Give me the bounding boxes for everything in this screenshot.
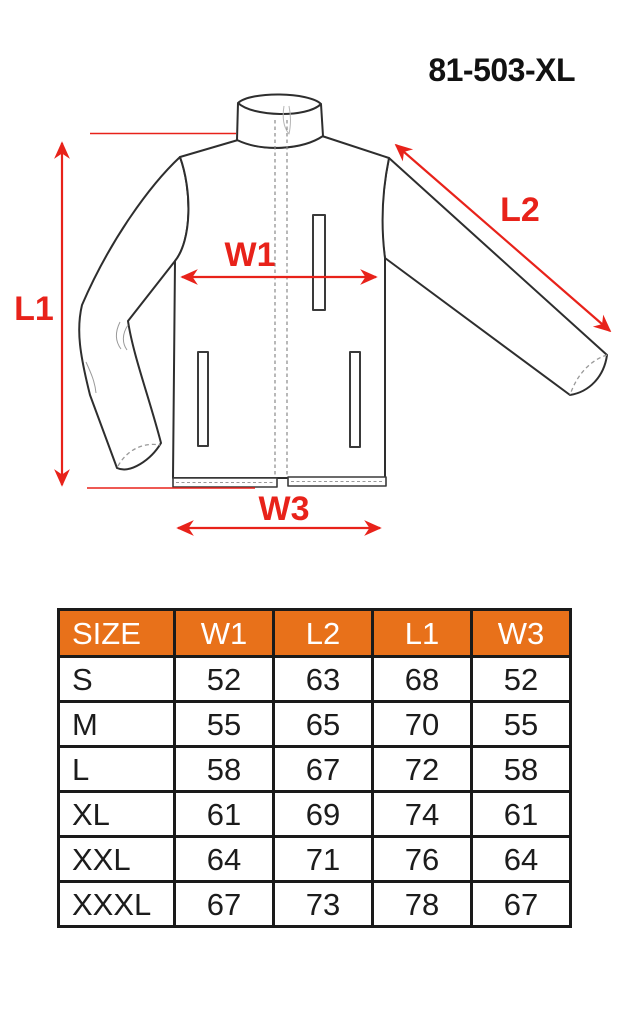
value-cell: 67	[175, 882, 274, 927]
jacket-right-sleeve	[382, 158, 607, 395]
size-cell: XXL	[59, 837, 175, 882]
value-cell: 58	[175, 747, 274, 792]
size-table-body	[59, 657, 571, 927]
col-header-w1: W1	[175, 610, 274, 657]
value-cell: 76	[373, 837, 472, 882]
value-cell: 61	[175, 792, 274, 837]
right-lower-pocket	[350, 352, 360, 447]
table-row-s	[59, 657, 571, 702]
col-header-size: SIZE	[59, 610, 175, 657]
value-cell: 55	[175, 702, 274, 747]
size-cell: XXXL	[59, 882, 175, 927]
value-cell: 63	[274, 657, 373, 702]
dimension-label-l1: L1	[14, 290, 54, 328]
value-cell: 65	[274, 702, 373, 747]
left-lower-pocket	[198, 352, 208, 446]
col-header-w3: W3	[472, 610, 571, 657]
value-cell: 67	[472, 882, 571, 927]
value-cell: 52	[472, 657, 571, 702]
dimension-label-w3: W3	[258, 490, 310, 528]
value-cell: 52	[175, 657, 274, 702]
value-cell: 72	[373, 747, 472, 792]
value-cell: 74	[373, 792, 472, 837]
table-row-xl	[59, 792, 571, 837]
jacket-collar	[237, 103, 323, 148]
value-cell: 67	[274, 747, 373, 792]
value-cell: 61	[472, 792, 571, 837]
product-code-title: 81-503-XL	[428, 52, 575, 88]
collar-back-edge	[238, 94, 321, 104]
table-row-xxxl	[59, 882, 571, 927]
dimension-label-l2: L2	[500, 191, 540, 229]
size-cell: L	[59, 747, 175, 792]
value-cell: 64	[175, 837, 274, 882]
value-cell: 64	[472, 837, 571, 882]
value-cell: 71	[274, 837, 373, 882]
value-cell: 73	[274, 882, 373, 927]
value-cell: 69	[274, 792, 373, 837]
value-cell: 78	[373, 882, 472, 927]
header-row	[59, 610, 571, 657]
value-cell: 58	[472, 747, 571, 792]
jacket-left-sleeve	[79, 157, 188, 469]
jacket-drawing	[79, 94, 607, 487]
table-row-m	[59, 702, 571, 747]
size-cell: XL	[59, 792, 175, 837]
col-header-l1: L1	[373, 610, 472, 657]
size-table	[57, 608, 572, 928]
size-cell: M	[59, 702, 175, 747]
value-cell: 55	[472, 702, 571, 747]
chest-pocket	[313, 215, 325, 310]
value-cell: 68	[373, 657, 472, 702]
col-header-l2: L2	[274, 610, 373, 657]
value-cell: 70	[373, 702, 472, 747]
size-cell: S	[59, 657, 175, 702]
table-row-l	[59, 747, 571, 792]
size-table-header	[59, 610, 571, 657]
dimension-label-w1: W1	[224, 236, 276, 274]
table-row-xxl	[59, 837, 571, 882]
